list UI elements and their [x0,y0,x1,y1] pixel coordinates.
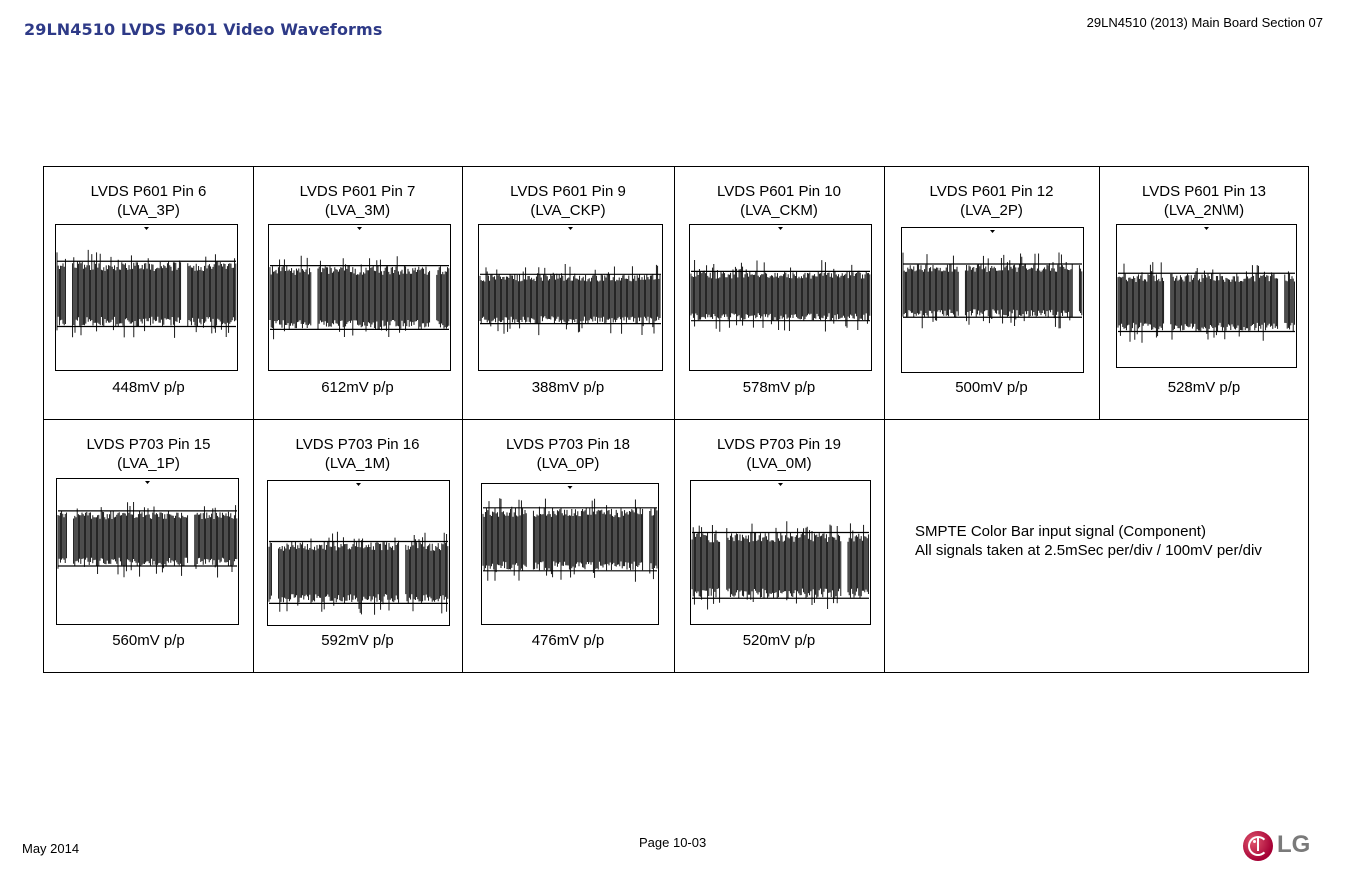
waveform-trace [483,498,657,581]
trigger-marker-icon [568,486,573,489]
waveform-cell [253,167,462,419]
waveform-svg [691,481,870,624]
amplitude-label: 528mV p/p [1167,379,1241,396]
pin-label: LVDS P703 Pin 15 [86,436,211,453]
trigger-marker-icon [568,227,573,230]
oscilloscope-trace [1116,224,1297,368]
measurement-note [915,522,1262,560]
trigger-marker-icon [144,227,149,230]
waveform-cell [1099,167,1309,419]
trigger-marker-icon [1204,227,1209,230]
oscilloscope-trace [481,483,659,625]
pin-label: LVDS P601 Pin 12 [929,183,1054,200]
oscilloscope-trace [267,480,450,626]
lg-face-icon [1243,831,1273,861]
waveform-trace [270,256,449,340]
oscilloscope-trace [690,480,871,625]
waveform-svg [690,225,871,370]
waveform-table [43,166,1309,673]
waveform-trace [1118,262,1294,343]
section-label: 29LN4510 (2013) Main Board Section 07 [1086,15,1323,30]
oscilloscope-trace [268,224,451,371]
amplitude-label: 592mV p/p [321,632,394,649]
pin-label: LVDS P703 Pin 18 [506,436,630,453]
trigger-marker-icon [145,481,150,484]
waveform-svg [482,484,658,624]
waveform-svg [56,225,237,370]
pin-label: LVDS P703 Pin 16 [295,436,420,453]
trigger-marker-icon [778,483,783,486]
signal-name: (LVA_0P) [536,455,600,472]
amplitude-label: 476mV p/p [531,632,605,649]
signal-name: (LVA_0M) [746,455,812,472]
waveform-title [674,435,884,473]
signal-name: (LVA_1P) [117,455,180,472]
amplitude-label: 560mV p/p [112,632,185,649]
waveform-title [884,182,1099,220]
waveform-title [253,182,462,220]
oscilloscope-trace [478,224,663,371]
amplitude-label: 578mV p/p [742,379,816,396]
amplitude-label: 612mV p/p [321,379,394,396]
waveform-cell [674,420,884,673]
signal-name: (LVA_3P) [117,202,180,219]
waveform-title [674,182,884,220]
waveform-cell [44,167,253,419]
waveform-trace [269,532,448,615]
waveform-svg [1117,225,1296,367]
waveform-title [462,435,674,473]
trigger-marker-icon [357,227,362,230]
pin-label: LVDS P601 Pin 9 [510,183,626,200]
waveform-title [253,435,462,473]
logo-text: LG [1277,831,1311,858]
waveform-svg [902,228,1083,372]
waveform-title [1099,182,1309,220]
oscilloscope-trace [689,224,872,371]
footer-date: May 2014 [22,841,80,856]
pin-label: LVDS P601 Pin 10 [717,183,841,200]
waveform-title [44,435,253,473]
signal-name: (LVA_3M) [324,202,391,219]
waveform-cell [462,420,674,673]
waveform-title [462,182,674,220]
pin-label: LVDS P601 Pin 6 [90,183,207,200]
amplitude-label: 388mV p/p [531,379,605,396]
trigger-marker-icon [356,483,361,486]
amplitude-label: 448mV p/p [112,379,185,396]
pin-label: LVDS P601 Pin 13 [1142,183,1266,200]
signal-name: (LVA_CKM) [740,202,818,219]
oscilloscope-trace [55,224,238,371]
pin-label: LVDS P601 Pin 7 [299,183,416,200]
waveform-cell [462,167,674,419]
signal-name: (LVA_1M) [324,455,391,472]
note-line: SMPTE Color Bar input signal (Component) [915,523,1206,540]
waveform-cell [44,420,253,673]
oscilloscope-trace [56,478,239,625]
trigger-marker-icon [778,227,783,230]
waveform-trace [57,250,236,338]
waveform-cell [253,420,462,673]
page-title: 29LN4510 LVDS P601 Video Waveforms [24,20,383,39]
signal-name: (LVA_2N\M) [1163,202,1245,219]
waveform-svg [57,479,238,624]
waveform-cell [884,167,1099,419]
waveform-svg [479,225,662,370]
trigger-marker-icon [990,230,995,233]
signal-name: (LVA_CKP) [530,202,606,219]
signal-name: (LVA_2P) [960,202,1023,219]
amplitude-label: 520mV p/p [742,632,816,649]
amplitude-label: 500mV p/p [955,379,1028,396]
note-line: All signals taken at 2.5mSec per/div / 100mV per/div [915,542,1262,559]
waveform-svg [268,481,449,625]
pin-label: LVDS P703 Pin 19 [717,436,841,453]
oscilloscope-trace [901,227,1084,373]
waveform-svg [269,225,450,370]
lg-logo [1243,830,1309,864]
page-number: Page 10-03 [639,835,707,850]
waveform-trace [692,521,868,609]
waveform-title [44,182,253,220]
waveform-cell [674,167,884,419]
